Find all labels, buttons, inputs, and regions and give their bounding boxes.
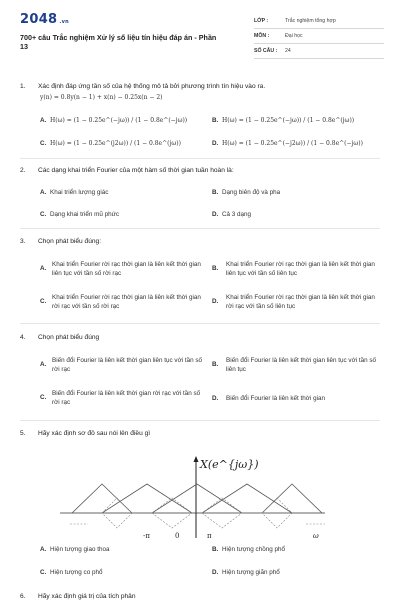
- meta-key: SỐ CÂU :: [254, 48, 278, 54]
- option-b[interactable]: [212, 545, 387, 555]
- option-label: D.: [212, 211, 219, 218]
- meta-key: MÔN :: [254, 33, 270, 39]
- option-text: Biến đổi Fourier là liên kết thời gian: [226, 395, 325, 402]
- question-text: Hãy xác định giá trị của tích phân: [38, 593, 136, 600]
- option-label: A.: [40, 361, 47, 368]
- option-c[interactable]: [40, 568, 210, 578]
- option-text: H(ω) = (1 − 0.25e^(−j2ω)) / (1 − 0.8e^(−jω)): [222, 140, 363, 147]
- option-text: H(ω) = (1 − 0.25e^(−jω)) / (1 − 0.8e^(−jω)): [50, 117, 188, 124]
- option-c[interactable]: [40, 389, 210, 409]
- question-text: Chọn phát biểu đúng: [38, 334, 100, 341]
- option-text: Hiện tượng chồng phổ: [222, 546, 285, 553]
- question-number: 5.: [20, 430, 26, 437]
- question-number: 6.: [20, 593, 26, 600]
- spectrum-lobe: [72, 484, 132, 513]
- option-d[interactable]: [212, 568, 387, 578]
- option-text: Hiện tượng co phổ: [50, 569, 103, 576]
- question-6: [20, 592, 390, 600]
- question-text: Các dạng khai triển Fourier của một hàm số thời gian tuần hoàn là:: [38, 167, 234, 174]
- option-text: Biến đổi Fourier là liên kết thời gian liên tục với tần số rời rạc: [52, 357, 203, 373]
- y-axis-arrow-icon: [194, 456, 199, 462]
- option-text: Dạng biên độ và pha: [222, 189, 281, 196]
- meta-value: Đại học: [285, 33, 303, 39]
- option-a[interactable]: [40, 116, 210, 126]
- meta-subject: [254, 29, 384, 44]
- option-label: A.: [40, 265, 47, 272]
- option-label: A.: [40, 189, 47, 196]
- meta-value: Trắc nghiệm tổng hợp: [285, 18, 336, 24]
- page-header: [0, 0, 400, 62]
- option-label: C.: [40, 211, 47, 218]
- question-text: Hãy xác định sơ đồ sau nói lên điều gì: [38, 430, 151, 437]
- option-label: D.: [212, 140, 219, 147]
- spectrum-diagram: [40, 448, 340, 543]
- option-a[interactable]: [40, 356, 210, 376]
- option-d[interactable]: [212, 394, 387, 404]
- option-label: A.: [40, 117, 47, 124]
- tick-label: π: [207, 532, 212, 540]
- option-text: Khai triển Fourier rời rạc thời gian là liên kết thời gian liên tục với tần số rời rạc: [52, 261, 201, 277]
- option-text: Biến đổi Fourier là liên kết thời gian liên tục với tần số liên tục: [226, 357, 377, 373]
- option-a[interactable]: [40, 545, 210, 555]
- question-1: [20, 82, 390, 92]
- option-text: H(ω) = (1 − 0.25e^(j2ω)) / (1 − 0.8e^(jω)): [50, 140, 181, 147]
- question-text: Chọn phát biểu đúng:: [38, 238, 102, 245]
- meta-class: [254, 14, 384, 29]
- option-text: Hiện tượng giãn phổ: [222, 569, 280, 576]
- question-number: 2.: [20, 167, 26, 174]
- option-text: Biến đổi Fourier là liên kết thời gian rời rạc với tần số rời rạc: [52, 390, 201, 406]
- option-text: H(ω) = (1 − 0.25e^(−jω)) / (1 − 0.8e^(jω)): [222, 117, 355, 124]
- meta-count: [254, 44, 384, 59]
- spectrum-lobe: [152, 484, 242, 513]
- option-a[interactable]: [40, 260, 210, 280]
- option-label: B.: [212, 546, 219, 553]
- divider: [20, 158, 380, 159]
- option-label: B.: [212, 361, 219, 368]
- option-text: Dạng khai triển mũ phức: [50, 211, 119, 218]
- tick-label: ω: [313, 532, 319, 540]
- option-d[interactable]: [212, 139, 387, 149]
- question-3: [20, 237, 390, 247]
- option-b[interactable]: [212, 116, 387, 126]
- option-label: B.: [212, 117, 219, 124]
- meta-key: LỚP :: [254, 18, 269, 24]
- option-c[interactable]: [40, 139, 210, 149]
- option-d[interactable]: [212, 293, 387, 313]
- option-b[interactable]: [212, 260, 387, 280]
- question-4: [20, 333, 390, 343]
- question-number: 1.: [20, 83, 26, 90]
- option-text: Khai triển Fourier rời rạc thời gian là liên kết thời gian rời rạc với tần số liên tục: [226, 294, 375, 310]
- option-b[interactable]: [212, 188, 387, 198]
- option-text: Khai triển Fourier rời rạc thời gian là liên kết thời gian liên tục với tần số liên tục: [226, 261, 375, 277]
- question-number: 3.: [20, 238, 26, 245]
- question-2: [20, 166, 390, 176]
- spectrum-lobe: [262, 484, 322, 513]
- site-logo[interactable]: 2048 .vn: [20, 12, 70, 27]
- option-label: A.: [40, 546, 47, 553]
- divider: [20, 420, 380, 421]
- spectrum-lobe: [102, 484, 192, 513]
- spectrum-replicas: [72, 484, 322, 513]
- option-label: B.: [212, 265, 219, 272]
- option-label: C.: [40, 569, 47, 576]
- tick-label: 0: [175, 532, 180, 540]
- option-label: D.: [212, 395, 219, 402]
- meta-value: 24: [285, 48, 291, 54]
- option-label: C.: [40, 140, 47, 147]
- option-label: D.: [212, 298, 219, 305]
- question-number: 4.: [20, 334, 26, 341]
- option-text: Khai triển Fourier rời rạc thời gian là liên kết thời gian rời rạc với tần số rời rạc: [52, 294, 201, 310]
- question-formula: y(n) = 0.8y(n − 1) + x(n) − 0.25x(n − 2): [40, 94, 163, 101]
- question-5: [20, 429, 390, 439]
- option-c[interactable]: [40, 293, 210, 313]
- y-axis-label: X(e^{jω}): [200, 458, 259, 471]
- option-text: Hiện tượng giao thoa: [50, 546, 110, 553]
- document-title: 700+ câu Trắc nghiệm Xử lý số liệu tín hiệu đáp án - Phần 13: [20, 33, 217, 51]
- option-label: B.: [212, 189, 219, 196]
- spectrum-lobe: [202, 484, 292, 513]
- tick-label: -π: [143, 532, 150, 540]
- option-label: C.: [40, 298, 47, 305]
- option-d[interactable]: [212, 210, 387, 220]
- option-b[interactable]: [212, 356, 387, 376]
- option-text: Cả 3 dạng: [222, 211, 252, 218]
- divider: [20, 323, 380, 324]
- option-text: Khai triển lượng giác: [50, 189, 109, 196]
- option-label: D.: [212, 569, 219, 576]
- option-c[interactable]: [40, 210, 210, 220]
- option-a[interactable]: [40, 188, 210, 198]
- document-meta: [254, 14, 384, 59]
- divider: [20, 228, 380, 229]
- option-label: C.: [40, 394, 47, 401]
- question-text: Xác định đáp ứng tần số của hệ thống mô tả bởi phương trình tín hiệu vào ra.: [38, 83, 266, 90]
